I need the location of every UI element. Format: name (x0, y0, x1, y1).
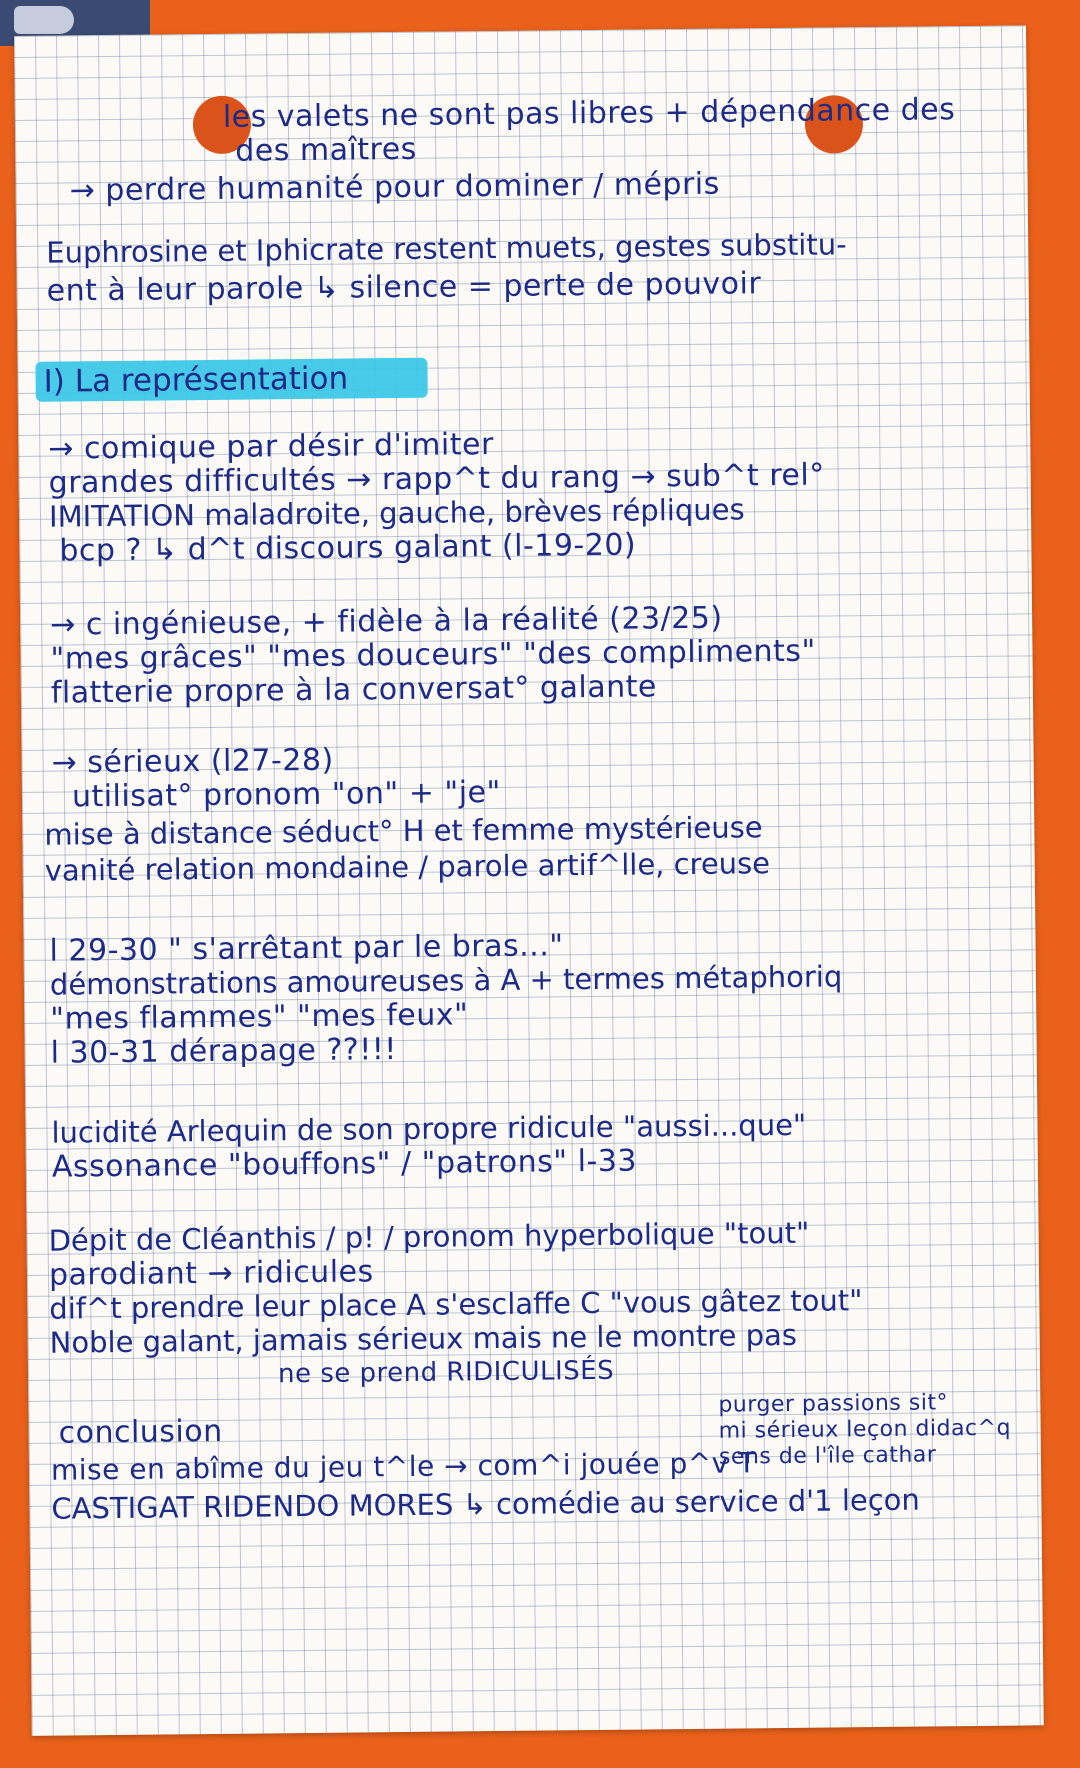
note-line: purger passions sit° (718, 1390, 949, 1418)
note-line: parodiant → ridicules (48, 1254, 374, 1293)
notebook-sheet (14, 25, 1044, 1736)
note-line: Dépit de Cléanthis / p! / pronom hyperbolique "tout" (48, 1215, 810, 1258)
note-line: "mes grâces" "mes douceurs" "des compliments" (50, 633, 816, 677)
paper-clip-tag (14, 6, 74, 34)
note-line: démonstrations amoureuses à A + termes métaphoriq (49, 959, 843, 1002)
note-line: lucidité Arlequin de son propre ridicule "aussi...que" (51, 1107, 807, 1150)
note-line: bcp ? ↳ d^t discours galant (l-19-20) (59, 527, 637, 569)
note-line: les valets ne sont pas libres + dépendance des (222, 92, 956, 135)
note-line: Assonance "bouffons" / "patrons" l-33 (51, 1143, 638, 1185)
note-line: IMITATION maladroite, gauche, brèves répliques (48, 492, 745, 534)
section-title: I) La représentation (43, 360, 349, 400)
note-line: CASTIGAT RIDENDO MORES ↳ comédie au service d'1 leçon (51, 1482, 920, 1526)
note-line: → comique par désir d'imiter (48, 426, 494, 467)
note-line: mi sérieux leçon didac^q (718, 1415, 1012, 1444)
note-line: mise en abîme du jeu t^le → com^i jouée p^v T (50, 1446, 756, 1487)
note-line: Euphrosine et Iphicrate restent muets, gestes substitu- (46, 227, 847, 270)
note-line: → c ingénieuse, + fidèle à la réalité (23/25) (49, 600, 723, 643)
note-line: utilisat° pronom "on" + "je" (71, 774, 501, 815)
note-line: Noble galant, jamais sérieux mais ne le montre pas (49, 1317, 798, 1360)
note-line: → sérieux (l27-28) (51, 742, 334, 781)
note-line: "mes flammes" "mes feux" (50, 997, 469, 1037)
note-line: mise à distance séduct° H et femme mystérieuse (44, 810, 763, 852)
note-line: l 30-31 dérapage ??!!! (50, 1032, 398, 1071)
note-line: → perdre humanité pour dominer / mépris (69, 166, 720, 209)
note-line: flatterie propre à la conversat° galante (50, 669, 658, 711)
note-line: ent à leur parole ↳ silence = perte de pouvoir (46, 266, 762, 309)
note-line: sens de l'île cathar (718, 1442, 937, 1470)
note-line: grandes difficultés → rapp^t du rang → sub^t rel° (48, 457, 825, 501)
handwritten-notes (14, 25, 1044, 1736)
conclusion-label: conclusion (58, 1413, 223, 1451)
note-line: dif^t prendre leur place A s'esclaffe C "vous gâtez tout" (49, 1283, 863, 1326)
note-line: des maîtres (235, 131, 418, 169)
note-line: vanité relation mondaine / parole artif^lle, creuse (44, 846, 771, 888)
note-line: ne se prend RIDICULISÉS (277, 1355, 615, 1390)
note-line: l 29-30 " s'arrêtant par le bras..." (49, 928, 564, 969)
